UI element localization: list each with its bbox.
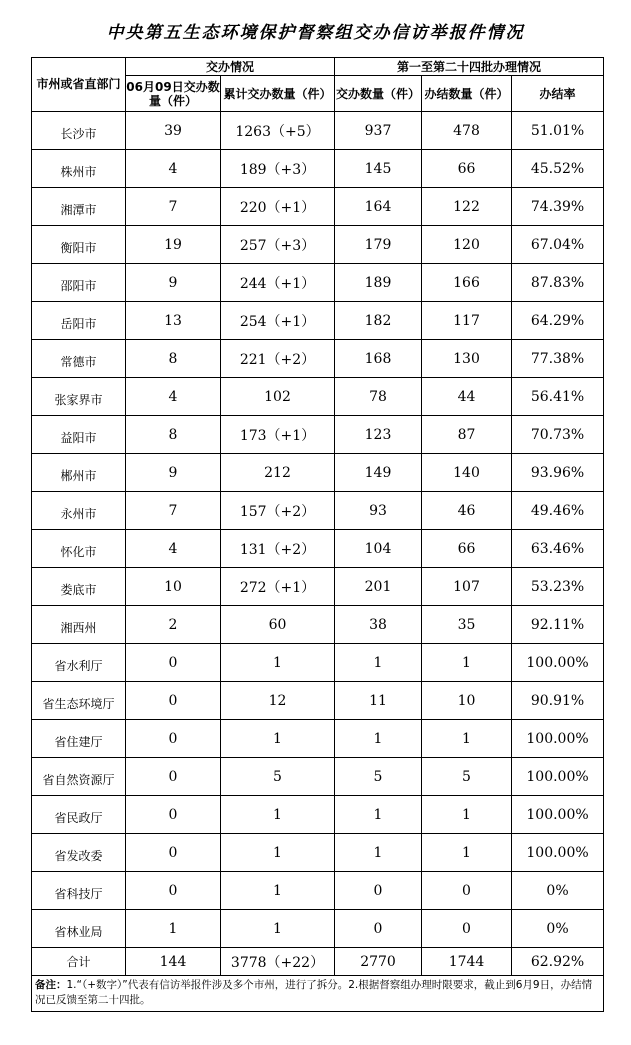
- cell-assigned: 123: [335, 416, 422, 454]
- total-rate: 62.92%: [512, 948, 604, 976]
- cell-name: 湘西州: [32, 606, 126, 644]
- cell-assigned: 164: [335, 188, 422, 226]
- cell-rate: 100.00%: [512, 834, 604, 872]
- cell-name: 常德市: [32, 340, 126, 378]
- cell-name: 省生态环境厅: [32, 682, 126, 720]
- header-today: 06月09日交办数量（件）: [126, 76, 221, 112]
- cell-closed: 1: [422, 796, 512, 834]
- cell-closed: 35: [422, 606, 512, 644]
- page-title: 中央第五生态环境保护督察组交办信访举报件情况: [106, 23, 525, 43]
- table-row: [32, 188, 604, 226]
- cell-closed: 44: [422, 378, 512, 416]
- table-row: [32, 340, 604, 378]
- cell-closed: 117: [422, 302, 512, 340]
- cell-name: 张家界市: [32, 378, 126, 416]
- cell-today: 4: [126, 530, 221, 568]
- cell-cumulative: 212: [221, 454, 335, 492]
- total-today: 144: [126, 948, 221, 976]
- cell-today: 0: [126, 796, 221, 834]
- cell-today: 9: [126, 264, 221, 302]
- cell-rate: 92.11%: [512, 606, 604, 644]
- cell-cumulative: 1: [221, 644, 335, 682]
- cell-rate: 51.01%: [512, 112, 604, 150]
- cell-assigned: 1: [335, 644, 422, 682]
- cell-rate: 64.29%: [512, 302, 604, 340]
- cell-closed: 1: [422, 644, 512, 682]
- cell-rate: 100.00%: [512, 796, 604, 834]
- table-row: [32, 568, 604, 606]
- cell-today: 7: [126, 492, 221, 530]
- cell-rate: 74.39%: [512, 188, 604, 226]
- cell-cumulative: 220（+1）: [221, 188, 335, 226]
- total-cumulative: 3778（+22）: [221, 948, 335, 976]
- cell-today: 8: [126, 340, 221, 378]
- cell-cumulative: 5: [221, 758, 335, 796]
- cell-rate: 93.96%: [512, 454, 604, 492]
- cell-today: 39: [126, 112, 221, 150]
- table-row: [32, 226, 604, 264]
- cell-cumulative: 131（+2）: [221, 530, 335, 568]
- cell-assigned: 168: [335, 340, 422, 378]
- cell-assigned: 0: [335, 910, 422, 948]
- cell-name: 怀化市: [32, 530, 126, 568]
- cell-assigned: 145: [335, 150, 422, 188]
- cell-cumulative: 1: [221, 796, 335, 834]
- cell-name: 省林业局: [32, 910, 126, 948]
- cell-name: 长沙市: [32, 112, 126, 150]
- cell-closed: 478: [422, 112, 512, 150]
- table-row: [32, 492, 604, 530]
- cell-closed: 0: [422, 910, 512, 948]
- cell-name: 郴州市: [32, 454, 126, 492]
- cell-closed: 46: [422, 492, 512, 530]
- table-row: [32, 682, 604, 720]
- cell-name: 湘潭市: [32, 188, 126, 226]
- cell-cumulative: 1: [221, 872, 335, 910]
- cell-cumulative: 1: [221, 720, 335, 758]
- table-body: [32, 112, 604, 948]
- cell-today: 4: [126, 378, 221, 416]
- table-row: [32, 872, 604, 910]
- cell-today: 4: [126, 150, 221, 188]
- cell-rate: 100.00%: [512, 644, 604, 682]
- note-label: 备注：: [35, 979, 67, 991]
- table-row: [32, 758, 604, 796]
- cell-cumulative: 257（+3）: [221, 226, 335, 264]
- cell-closed: 66: [422, 150, 512, 188]
- header-group-assigned: 交办情况: [126, 58, 335, 76]
- header-name: 市州或省直部门: [32, 58, 126, 112]
- cell-rate: 53.23%: [512, 568, 604, 606]
- cell-closed: 122: [422, 188, 512, 226]
- cell-name: 邵阳市: [32, 264, 126, 302]
- cell-today: 10: [126, 568, 221, 606]
- cell-today: 0: [126, 720, 221, 758]
- cell-today: 13: [126, 302, 221, 340]
- cell-today: 8: [126, 416, 221, 454]
- total-closed: 1744: [422, 948, 512, 976]
- cell-assigned: 179: [335, 226, 422, 264]
- cell-closed: 107: [422, 568, 512, 606]
- cell-assigned: 5: [335, 758, 422, 796]
- cell-cumulative: 1: [221, 910, 335, 948]
- cell-name: 省民政厅: [32, 796, 126, 834]
- cell-assigned: 104: [335, 530, 422, 568]
- cell-rate: 100.00%: [512, 720, 604, 758]
- table-row: [32, 302, 604, 340]
- cell-rate: 67.04%: [512, 226, 604, 264]
- cell-today: 0: [126, 644, 221, 682]
- cell-cumulative: 221（+2）: [221, 340, 335, 378]
- cell-name: 省住建厅: [32, 720, 126, 758]
- cell-assigned: 189: [335, 264, 422, 302]
- cell-closed: 66: [422, 530, 512, 568]
- cell-name: 娄底市: [32, 568, 126, 606]
- header-closed: 办结数量（件）: [422, 76, 512, 112]
- cell-rate: 77.38%: [512, 340, 604, 378]
- table-row: [32, 378, 604, 416]
- cell-today: 7: [126, 188, 221, 226]
- cell-assigned: 182: [335, 302, 422, 340]
- cell-rate: 56.41%: [512, 378, 604, 416]
- total-row: [32, 948, 604, 976]
- table-row: [32, 644, 604, 682]
- note-row: [32, 976, 604, 1012]
- table-row: [32, 834, 604, 872]
- table-row: [32, 454, 604, 492]
- cell-cumulative: 173（+1）: [221, 416, 335, 454]
- cell-assigned: 38: [335, 606, 422, 644]
- cell-name: 永州市: [32, 492, 126, 530]
- cell-name: 岳阳市: [32, 302, 126, 340]
- cell-name: 省科技厅: [32, 872, 126, 910]
- cell-name: 益阳市: [32, 416, 126, 454]
- cell-closed: 10: [422, 682, 512, 720]
- cell-assigned: 1: [335, 720, 422, 758]
- cell-assigned: 78: [335, 378, 422, 416]
- table-row: [32, 910, 604, 948]
- cell-assigned: 1: [335, 834, 422, 872]
- cell-cumulative: 272（+1）: [221, 568, 335, 606]
- table-row: [32, 530, 604, 568]
- cell-cumulative: 157（+2）: [221, 492, 335, 530]
- table-row: [32, 720, 604, 758]
- cell-today: 1: [126, 910, 221, 948]
- cell-cumulative: 254（+1）: [221, 302, 335, 340]
- cell-closed: 5: [422, 758, 512, 796]
- cell-assigned: 0: [335, 872, 422, 910]
- cell-assigned: 201: [335, 568, 422, 606]
- cell-rate: 63.46%: [512, 530, 604, 568]
- cell-today: 0: [126, 682, 221, 720]
- cell-cumulative: 102: [221, 378, 335, 416]
- cell-closed: 87: [422, 416, 512, 454]
- cell-cumulative: 189（+3）: [221, 150, 335, 188]
- cell-closed: 130: [422, 340, 512, 378]
- table-row: [32, 416, 604, 454]
- cell-rate: 49.46%: [512, 492, 604, 530]
- cell-assigned: 93: [335, 492, 422, 530]
- cell-cumulative: 12: [221, 682, 335, 720]
- cell-name: 省自然资源厅: [32, 758, 126, 796]
- cell-cumulative: 1: [221, 834, 335, 872]
- cell-name: 衡阳市: [32, 226, 126, 264]
- cell-rate: 87.83%: [512, 264, 604, 302]
- cell-closed: 140: [422, 454, 512, 492]
- cell-rate: 70.73%: [512, 416, 604, 454]
- cell-today: 9: [126, 454, 221, 492]
- cell-name: 省发改委: [32, 834, 126, 872]
- cell-rate: 100.00%: [512, 758, 604, 796]
- complaint-table: [31, 57, 604, 1012]
- cell-today: 0: [126, 758, 221, 796]
- cell-assigned: 1: [335, 796, 422, 834]
- total-assigned: 2770: [335, 948, 422, 976]
- note: [32, 976, 604, 1012]
- cell-rate: 45.52%: [512, 150, 604, 188]
- cell-cumulative: 60: [221, 606, 335, 644]
- cell-rate: 90.91%: [512, 682, 604, 720]
- header-group-handling: 第一至第二十四批办理情况: [335, 58, 604, 76]
- cell-closed: 120: [422, 226, 512, 264]
- header-rate: 办结率: [512, 76, 604, 112]
- cell-today: 19: [126, 226, 221, 264]
- header-cumulative: 累计交办数量（件）: [221, 76, 335, 112]
- cell-today: 0: [126, 834, 221, 872]
- table-row: [32, 112, 604, 150]
- cell-cumulative: 1263（+5）: [221, 112, 335, 150]
- table-row: [32, 264, 604, 302]
- table-row: [32, 796, 604, 834]
- cell-today: 2: [126, 606, 221, 644]
- cell-rate: 0%: [512, 910, 604, 948]
- cell-closed: 0: [422, 872, 512, 910]
- cell-name: 株州市: [32, 150, 126, 188]
- cell-assigned: 937: [335, 112, 422, 150]
- note-text: 1.“（+数字）”代表有信访举报件涉及多个市州，进行了拆分。2.根据督察组办理时限要求，截止到6月9日，办结情况已反馈至第二十四批。: [35, 979, 593, 1006]
- cell-assigned: 11: [335, 682, 422, 720]
- cell-closed: 1: [422, 834, 512, 872]
- cell-cumulative: 244（+1）: [221, 264, 335, 302]
- cell-name: 省水利厅: [32, 644, 126, 682]
- header-assigned: 交办数量（件）: [335, 76, 422, 112]
- table-row: [32, 606, 604, 644]
- table-row: [32, 150, 604, 188]
- cell-closed: 166: [422, 264, 512, 302]
- cell-closed: 1: [422, 720, 512, 758]
- cell-assigned: 149: [335, 454, 422, 492]
- total-name: 合计: [32, 948, 126, 976]
- cell-today: 0: [126, 872, 221, 910]
- cell-rate: 0%: [512, 872, 604, 910]
